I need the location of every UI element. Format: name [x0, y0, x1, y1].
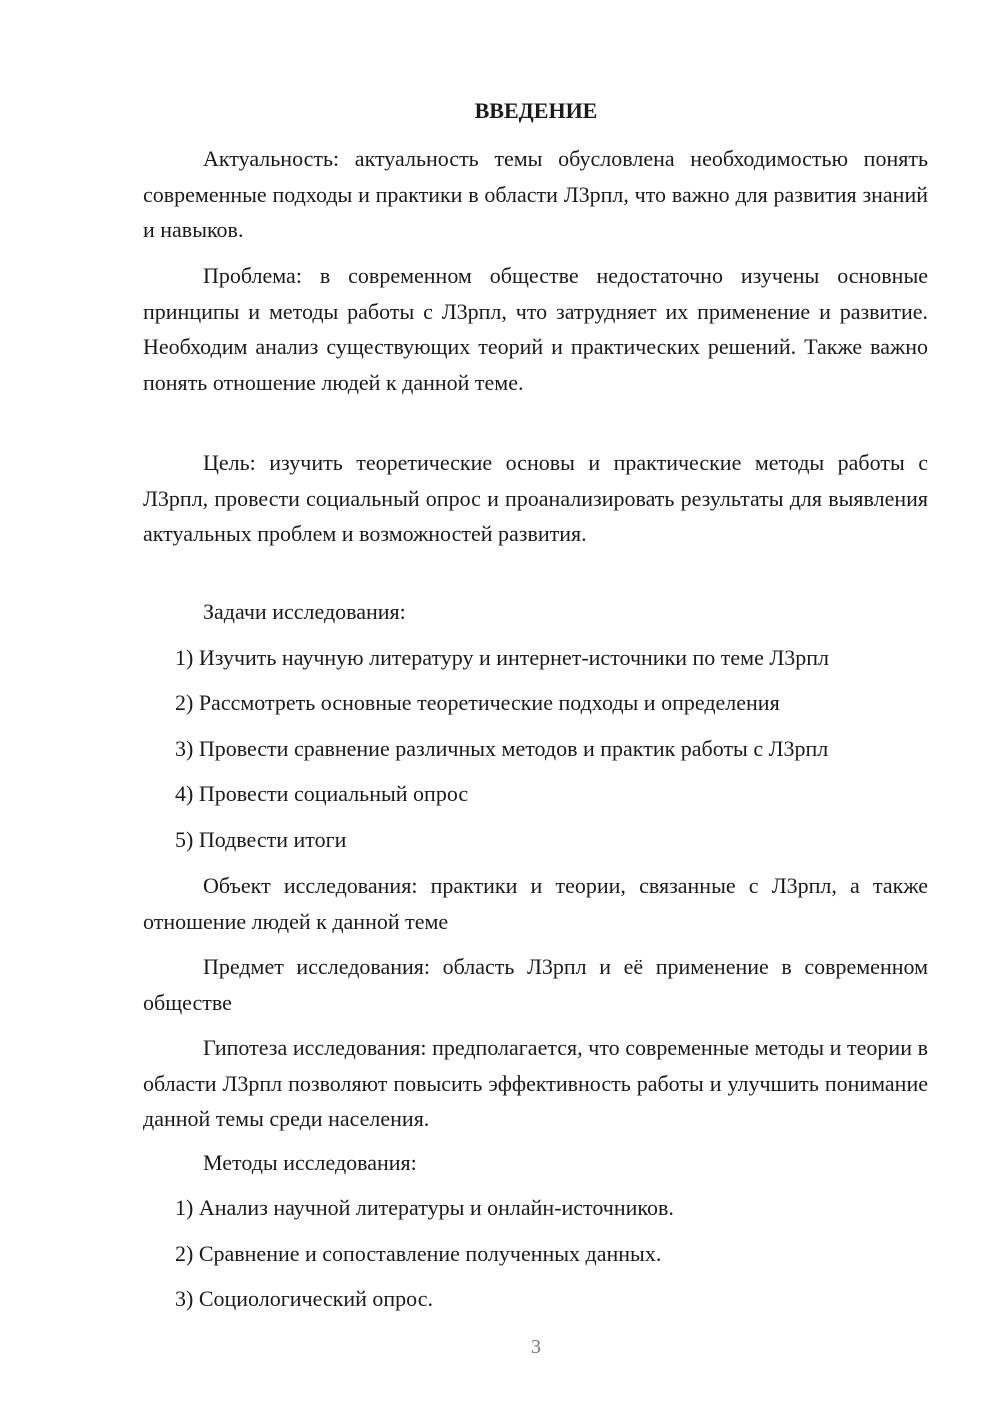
object-paragraph: Объект исследования: практики и теории, связанные с Л3рпл, а также отношение людей к данной теме: [143, 873, 928, 934]
subject-paragraph: Предмет исследования: область Л3рпл и её применение в современном обществе: [143, 954, 928, 1015]
hypothesis-paragraph: Гипотеза исследования: предполагается, что современные методы и теории в области Л3рпл позволяют повысить эффективность работы и улучшить понимание данной темы среди населения.: [143, 1035, 928, 1131]
task-item: 1) Изучить научную литературу и интернет-источники по теме Л3рпл: [175, 645, 830, 670]
task-item: 2) Рассмотреть основные теоретические подходы и определения: [175, 690, 780, 715]
method-item: 2) Сравнение и сопоставление полученных данных.: [175, 1241, 662, 1266]
task-item: 5) Подвести итоги: [175, 827, 347, 852]
methods-label: Методы исследования:: [203, 1150, 417, 1175]
task-item: 3) Провести сравнение различных методов и практик работы с Л3рпл: [175, 736, 829, 761]
method-item: 1) Анализ научной литературы и онлайн-источников.: [175, 1195, 674, 1220]
tasks-label: Задачи исследования:: [203, 599, 406, 624]
section-heading: ВВЕДЕНИЕ: [474, 98, 598, 123]
goal-paragraph: Цель: изучить теоретические основы и практические методы работы с Л3рпл, провести социальный опрос и проанализировать результаты для выявления актуальных проблем и возможностей развития.: [143, 450, 928, 546]
page-number: 3: [531, 1336, 541, 1358]
task-item: 4) Провести социальный опрос: [175, 781, 469, 806]
method-item: 3) Социологический опрос.: [175, 1286, 433, 1311]
relevance-paragraph: Актуальность: актуальность темы обусловлена необходимостью понять современные подходы и практики в области Л3рпл, что важно для развития знаний и навыков.: [143, 146, 928, 242]
problem-paragraph: Проблема: в современном обществе недостаточно изучены основные принципы и методы работы с Л3рпл, что затрудняет их применение и развитие. Необходим анализ существующих теорий и практических решений. Также важно понять отношение людей к данной теме.: [143, 263, 928, 395]
